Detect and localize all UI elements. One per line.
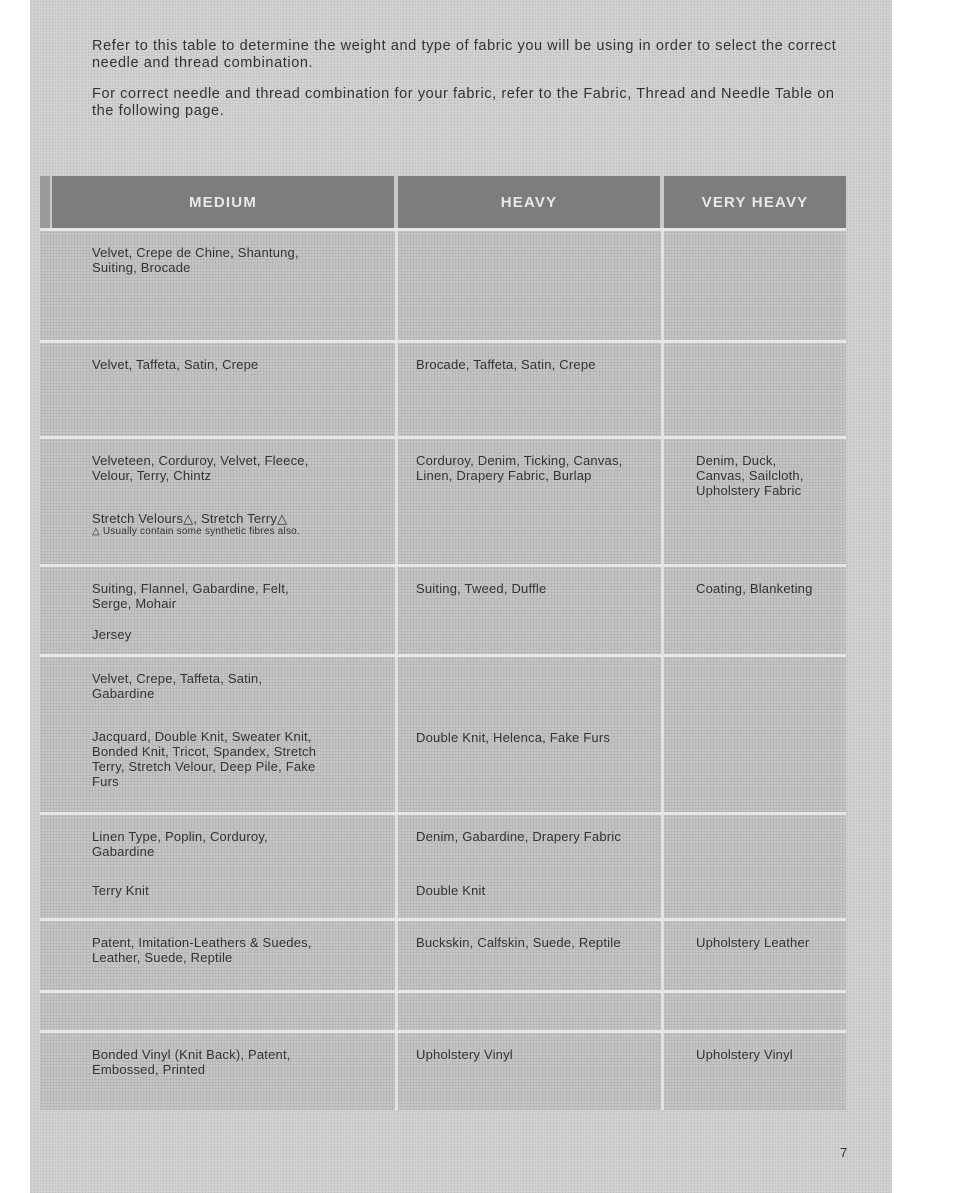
table-row xyxy=(40,340,846,436)
cell-text: Buckskin, Calfskin, Suede, Reptile xyxy=(416,935,621,950)
cell-text: Furs xyxy=(92,774,119,789)
page-number: 7 xyxy=(840,1145,848,1160)
cell-text: Suiting, Tweed, Duffle xyxy=(416,581,547,596)
cell-heavy xyxy=(398,567,664,654)
cell-medium xyxy=(52,1033,398,1110)
cell-heavy xyxy=(398,657,664,812)
cell-very-heavy xyxy=(664,567,846,654)
cell-very-heavy xyxy=(664,1033,846,1110)
cell-text: Gabardine xyxy=(92,686,155,701)
header-very-heavy: VERY HEAVY xyxy=(701,193,809,211)
cell-medium xyxy=(52,439,398,564)
table-row xyxy=(40,564,846,654)
cell-heavy xyxy=(398,815,664,918)
cell-heavy xyxy=(398,343,664,436)
cell-medium xyxy=(52,993,398,1030)
cell-text: Suiting, Flannel, Gabardine, Felt, xyxy=(92,581,289,596)
cell-text: Double Knit xyxy=(416,883,486,898)
cell-text: Jersey xyxy=(92,627,132,642)
cell-text: Bonded Vinyl (Knit Back), Patent, xyxy=(92,1047,291,1062)
cell-medium xyxy=(52,921,398,990)
cell-text: Upholstery Leather xyxy=(696,935,810,950)
cell-medium xyxy=(52,343,398,436)
cell-heavy xyxy=(398,439,664,564)
cell-text: Jacquard, Double Knit, Sweater Knit, xyxy=(92,729,312,744)
cell-text: Coating, Blanketing xyxy=(696,581,813,596)
table-row xyxy=(40,918,846,990)
cell-text: Embossed, Printed xyxy=(92,1062,206,1077)
cell-very-heavy xyxy=(664,439,846,564)
header-medium: MEDIUM xyxy=(52,176,398,228)
intro-text xyxy=(92,38,852,134)
cell-text: Terry, Stretch Velour, Deep Pile, Fake xyxy=(92,759,316,774)
cell-text: Upholstery Vinyl xyxy=(416,1047,513,1062)
cell-medium xyxy=(52,815,398,918)
cell-text: Brocade, Taffeta, Satin, Crepe xyxy=(416,357,596,372)
cell-text: Corduroy, Denim, Ticking, Canvas, xyxy=(416,453,623,468)
cell-text: Gabardine xyxy=(92,844,155,859)
cell-text: Velveteen, Corduroy, Velvet, Fleece, xyxy=(92,453,309,468)
intro-paragraph-1: Refer to this table to determine the weight and type of fabric you will be using in order to select the correct needle and thread combination. xyxy=(92,38,837,71)
cell-text: Denim, Duck, xyxy=(696,453,777,468)
table-row xyxy=(40,812,846,918)
cell-text: Double Knit, Helenca, Fake Furs xyxy=(416,730,611,745)
header-spacer xyxy=(40,176,52,228)
cell-text: Suiting, Brocade xyxy=(92,260,191,275)
cell-text: Stretch Velours△, Stretch Terry△ xyxy=(92,511,288,526)
cell-heavy xyxy=(398,231,664,340)
cell-text: Linen Type, Poplin, Corduroy, xyxy=(92,829,268,844)
table-header xyxy=(40,176,846,228)
cell-text: Velvet, Crepe de Chine, Shantung, xyxy=(92,245,299,260)
table-row xyxy=(40,228,846,340)
cell-very-heavy xyxy=(664,921,846,990)
cell-very-heavy xyxy=(664,815,846,918)
cell-text: Velour, Terry, Chintz xyxy=(92,468,212,483)
footnote: △ Usually contain some synthetic fibres also. xyxy=(92,526,300,537)
cell-very-heavy xyxy=(664,993,846,1030)
cell-heavy xyxy=(398,1033,664,1110)
cell-text: Serge, Mohair xyxy=(92,596,177,611)
cell-very-heavy xyxy=(664,231,846,340)
cell-text: Leather, Suede, Reptile xyxy=(92,950,233,965)
cell-heavy xyxy=(398,921,664,990)
cell-heavy xyxy=(398,993,664,1030)
intro-paragraph-2: For correct needle and thread combination for your fabric, refer to the Fabric, Thread and Needle Table on the following page. xyxy=(92,86,835,119)
cell-text: Bonded Knit, Tricot, Spandex, Stretch xyxy=(92,744,317,759)
cell-very-heavy xyxy=(664,657,846,812)
cell-text: Velvet, Taffeta, Satin, Crepe xyxy=(92,357,259,372)
table-row xyxy=(40,654,846,812)
table-row xyxy=(40,990,846,1030)
header-heavy: HEAVY xyxy=(398,176,664,228)
cell-medium xyxy=(52,567,398,654)
cell-text: Velvet, Crepe, Taffeta, Satin, xyxy=(92,671,263,686)
table-row xyxy=(40,1030,846,1110)
cell-text: Upholstery Fabric xyxy=(696,483,802,498)
cell-text: Patent, Imitation-Leathers & Suedes, xyxy=(92,935,312,950)
cell-text: Denim, Gabardine, Drapery Fabric xyxy=(416,829,622,844)
cell-text: Terry Knit xyxy=(92,883,149,898)
cell-very-heavy xyxy=(664,343,846,436)
fabric-weight-table xyxy=(40,176,846,1110)
cell-medium xyxy=(52,231,398,340)
table-row xyxy=(40,436,846,564)
cell-text: Upholstery Vinyl xyxy=(696,1047,793,1062)
cell-text: Canvas, Sailcloth, xyxy=(696,468,804,483)
cell-medium xyxy=(52,657,398,812)
cell-text: Linen, Drapery Fabric, Burlap xyxy=(416,468,592,483)
